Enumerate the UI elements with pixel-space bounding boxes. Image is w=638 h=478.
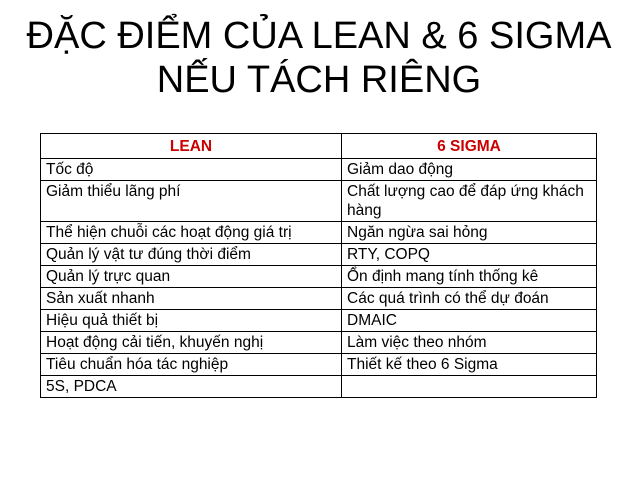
lean-cell-text: Quản lý trực quan	[46, 268, 171, 285]
sigma-cell	[342, 376, 597, 398]
table-row	[41, 354, 597, 376]
lean-cell	[41, 354, 342, 376]
lean-cell	[41, 181, 342, 222]
lean-cell	[41, 288, 342, 310]
lean-cell-text: Quản lý vật tư đúng thời điểm	[46, 246, 251, 263]
lean-cell	[41, 310, 342, 332]
sigma-cell	[342, 288, 597, 310]
lean-cell-text: Giảm thiểu lãng phí	[46, 183, 181, 200]
table-row	[41, 159, 597, 181]
sigma-cell	[342, 332, 597, 354]
table-row	[41, 288, 597, 310]
sigma-cell	[342, 181, 597, 222]
lean-cell	[41, 266, 342, 288]
sigma-cell	[342, 222, 597, 244]
slide-title-line-2: NẾU TÁCH RIÊNG	[156, 59, 482, 101]
table-row	[41, 181, 597, 222]
lean-cell	[41, 332, 342, 354]
sigma-cell-text: Thiết kế theo 6 Sigma	[347, 356, 498, 373]
lean-cell	[41, 244, 342, 266]
table-header-row	[41, 134, 597, 159]
table-row	[41, 310, 597, 332]
sigma-cell-text: Chất lượng cao để đáp ứng khách hàng	[347, 183, 584, 219]
lean-cell	[41, 376, 342, 398]
sigma-cell-text: Làm việc theo nhóm	[347, 334, 487, 351]
header-lean: LEAN	[41, 134, 342, 159]
table-row	[41, 376, 597, 398]
sigma-cell-text: Ổn định mang tính thống kê	[347, 268, 539, 285]
comparison-table	[40, 133, 597, 398]
lean-cell-text: Tốc độ	[46, 161, 94, 178]
slide-title-line-1: ĐẶC ĐIỂM CỦA LEAN & 6 SIGMA	[26, 15, 612, 57]
table-row	[41, 244, 597, 266]
sigma-cell-text	[347, 377, 591, 396]
lean-cell-text: Sản xuất nhanh	[46, 290, 155, 307]
lean-cell-text: 5S, PDCA	[46, 378, 117, 395]
sigma-cell-text: Các quá trình có thể dự đoán	[347, 290, 549, 307]
slide-title	[0, 14, 638, 102]
sigma-cell-text: Giảm dao động	[347, 161, 453, 178]
sigma-cell	[342, 354, 597, 376]
lean-cell-text: Tiêu chuẩn hóa tác nghiệp	[46, 356, 229, 373]
table-row	[41, 332, 597, 354]
sigma-cell	[342, 310, 597, 332]
sigma-cell	[342, 266, 597, 288]
lean-cell	[41, 159, 342, 181]
lean-cell	[41, 222, 342, 244]
table-row	[41, 266, 597, 288]
table-row	[41, 222, 597, 244]
lean-cell-text: Hoạt động cải tiến, khuyến nghị	[46, 334, 264, 351]
lean-cell-text: Thể hiện chuỗi các hoạt động giá trị	[46, 224, 292, 241]
header-6-sigma: 6 SIGMA	[342, 134, 597, 159]
lean-cell-text: Hiệu quả thiết bị	[46, 312, 159, 329]
sigma-cell-text: DMAIC	[347, 312, 397, 329]
sigma-cell	[342, 244, 597, 266]
sigma-cell-text: Ngăn ngừa sai hỏng	[347, 224, 488, 241]
sigma-cell	[342, 159, 597, 181]
sigma-cell-text: RTY, COPQ	[347, 246, 430, 263]
